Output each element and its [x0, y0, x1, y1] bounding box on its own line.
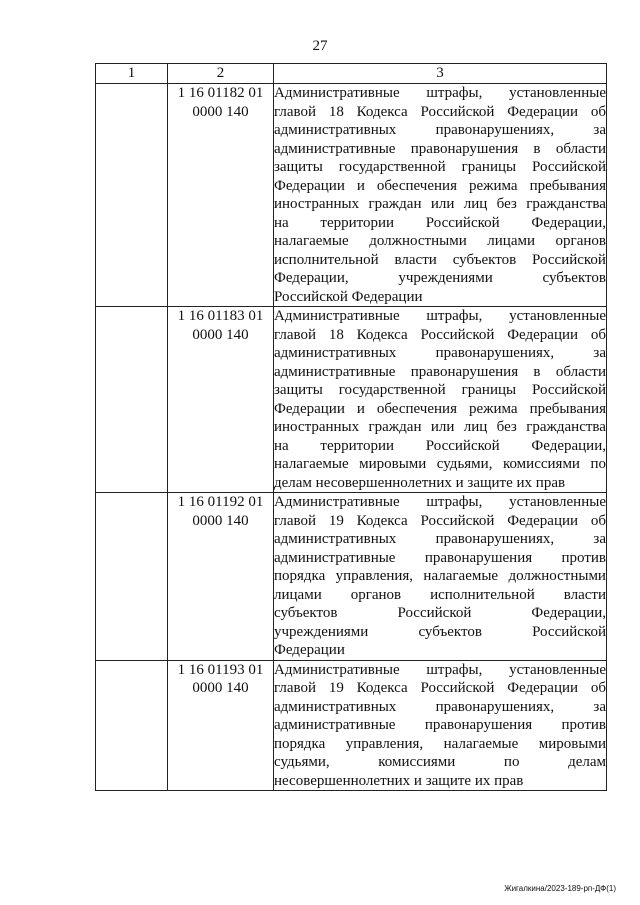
description-line: защиты государственной границы Российской — [274, 159, 606, 175]
description-line: Административные штрафы, установленные — [274, 308, 606, 324]
budget-code-line: 0000 140 — [192, 103, 249, 120]
description-cell — [274, 660, 607, 791]
description-line: главой 18 Кодекса Российской Федерации об — [274, 326, 606, 343]
column-header-1: 1 — [96, 64, 168, 84]
description-line: главой 19 Кодекса Российской Федерации об — [274, 512, 606, 529]
description-line: административных правонарушениях, за — [274, 698, 606, 715]
budget-code-cell — [168, 660, 274, 791]
description-line: административных правонарушениях, за — [274, 531, 606, 547]
description-line: учреждениями субъектов Российской — [274, 623, 606, 640]
description-line: защиты государственной границы Российской — [274, 382, 606, 398]
description-line: на территории Российской Федерации, — [274, 214, 606, 231]
description-line: Российской Федерации — [274, 288, 423, 305]
description-line: административные правонарушения против — [274, 717, 606, 733]
column-header-3: 3 — [274, 64, 607, 84]
description-line: субъектов Российской Федерации, — [274, 605, 606, 621]
row-number-cell — [96, 84, 168, 307]
row-number-cell — [96, 660, 168, 791]
page-number: 27 — [312, 38, 328, 54]
table-row — [96, 660, 607, 791]
description-line: Федерации, учреждениями субъектов — [274, 270, 606, 286]
row-number-cell — [96, 307, 168, 493]
description-cell — [274, 307, 607, 493]
budget-code-line: 1 16 01193 01 — [177, 661, 264, 678]
budget-code-line: 0000 140 — [192, 326, 249, 343]
description-line: иностранных граждан или лиц без гражданства — [274, 196, 606, 212]
description-line: исполнительной власти субъектов Российской — [274, 251, 606, 268]
description-line: порядка управления, налагаемые мировыми — [274, 735, 606, 752]
budget-code-line: 1 16 01192 01 — [177, 494, 264, 510]
codes-table — [95, 63, 607, 791]
description-line: административные правонарушения в области — [274, 363, 606, 380]
description-line: Федерации — [274, 642, 345, 658]
description-line: на территории Российской Федерации, — [274, 437, 606, 454]
description-line: несовершеннолетних и защите их прав — [274, 772, 524, 789]
description-line: административные правонарушения против — [274, 549, 606, 566]
description-cell — [274, 84, 607, 307]
description-line: делам несовершеннолетних и защите их прав — [274, 474, 566, 491]
description-line: налагаемые должностными лицами органов — [274, 233, 606, 249]
table-row — [96, 84, 607, 307]
table-row — [96, 307, 607, 493]
description-line: судьями, комиссиями по делам — [274, 754, 606, 770]
description-line: Федерации и обеспечения режима пребывания — [274, 177, 606, 194]
description-line: главой 19 Кодекса Российской Федерации об — [274, 680, 606, 696]
document-footer-id: Жигалкина/2023-189-рп-ДФ(1) — [504, 884, 616, 893]
description-line: иностранных граждан или лиц без гражданства — [274, 419, 606, 435]
budget-code-line: 1 16 01183 01 — [177, 308, 264, 324]
description-line: лицами органов исполнительной власти — [274, 586, 606, 603]
description-line: административных правонарушениях, за — [274, 345, 606, 361]
table-header-row — [96, 64, 607, 84]
table-body — [96, 84, 607, 791]
description-line: Федерации и обеспечения режима пребывания — [274, 400, 606, 417]
column-header-2: 2 — [168, 64, 274, 84]
budget-code-cell — [168, 307, 274, 493]
description-cell — [274, 493, 607, 661]
budget-code-cell — [168, 84, 274, 307]
description-line: порядка управления, налагаемые должностными — [274, 568, 606, 584]
table-row — [96, 493, 607, 661]
row-number-cell — [96, 493, 168, 661]
budget-code-line: 0000 140 — [192, 680, 249, 696]
budget-code-line: 0000 140 — [192, 512, 249, 529]
description-line: административных правонарушениях, за — [274, 122, 606, 138]
description-line: Административные штрафы, установленные — [274, 494, 606, 510]
description-line: главой 18 Кодекса Российской Федерации об — [274, 103, 606, 120]
description-line: административные правонарушения в области — [274, 140, 606, 157]
description-line: Административные штрафы, установленные — [274, 661, 606, 678]
budget-code-cell — [168, 493, 274, 661]
description-line: Административные штрафы, установленные — [274, 85, 606, 101]
budget-code-line: 1 16 01182 01 — [177, 85, 264, 101]
description-line: налагаемые мировыми судьями, комиссиями по — [274, 456, 606, 472]
